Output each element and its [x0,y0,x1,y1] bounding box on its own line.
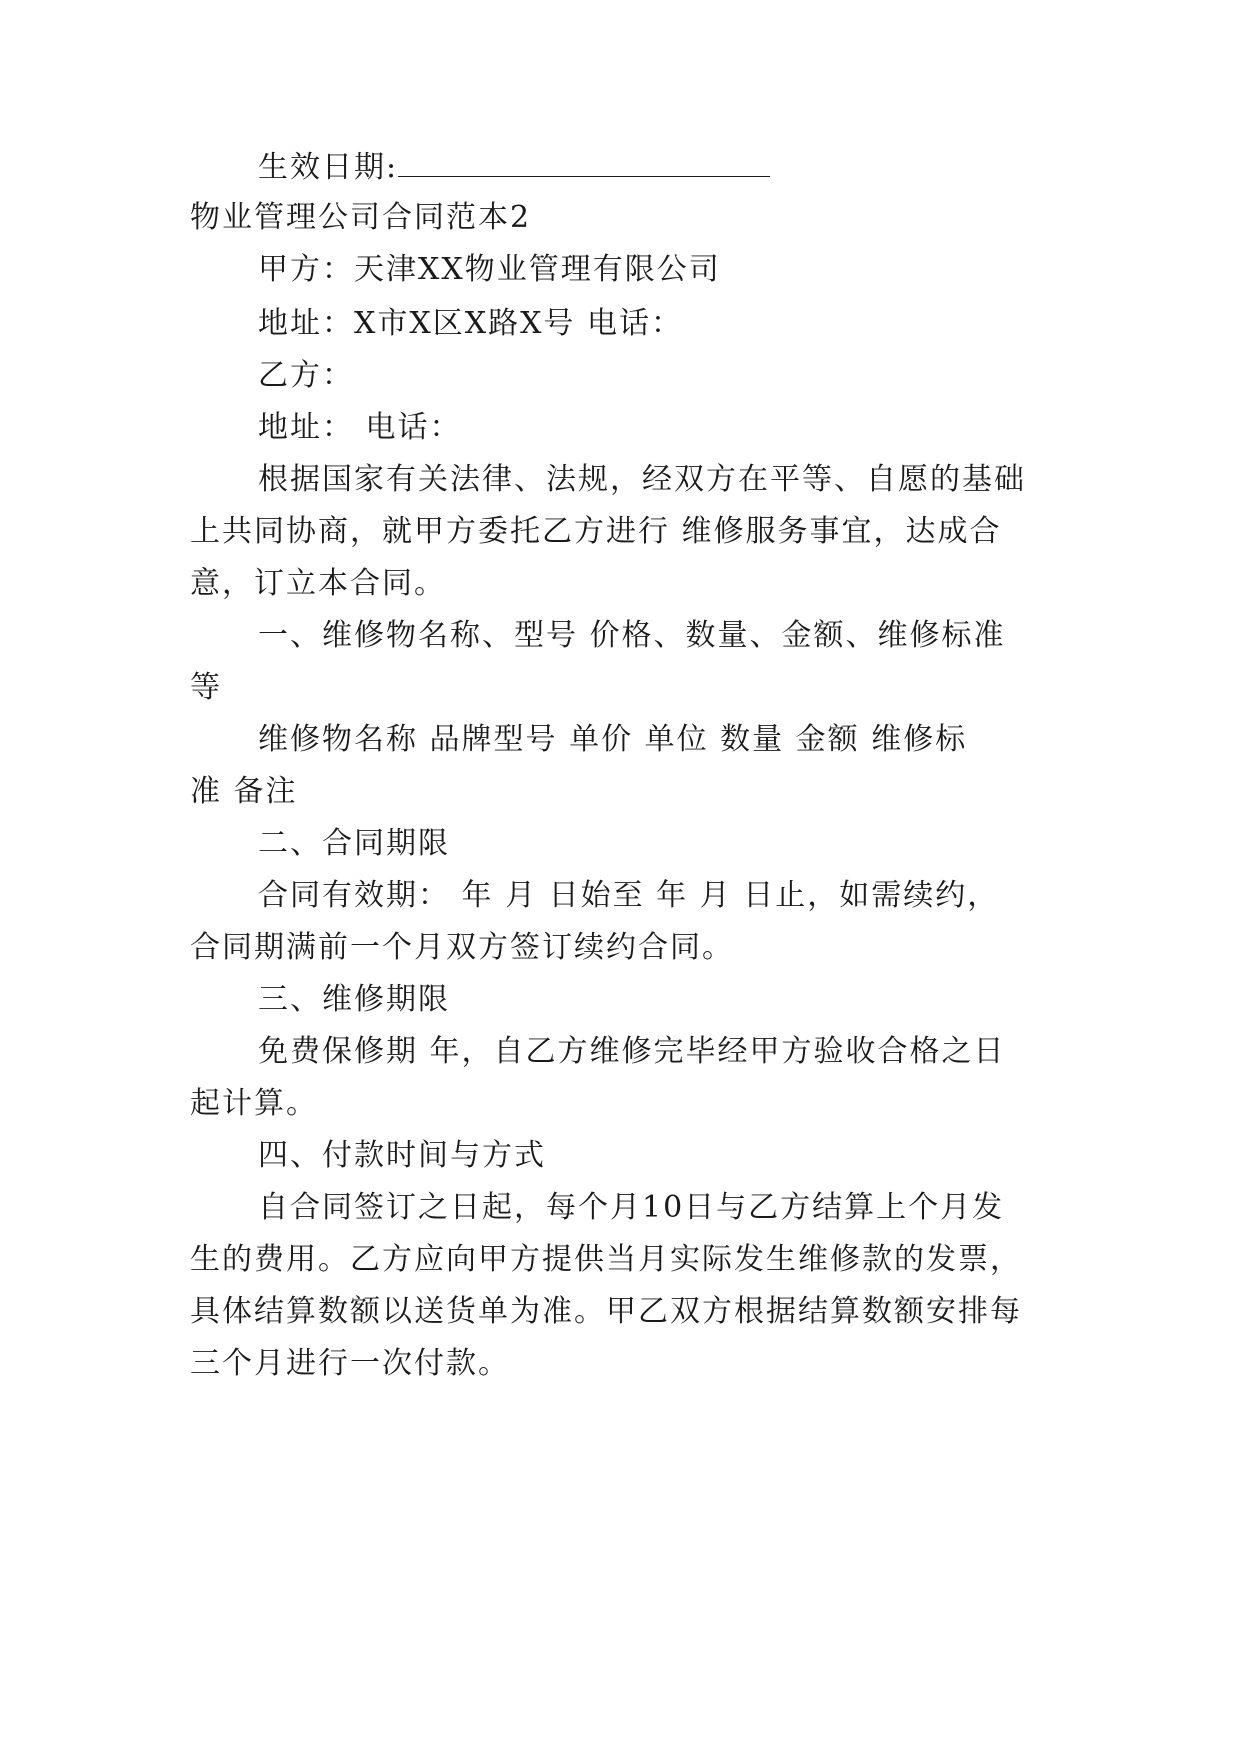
effective-date-label: 生效日期: [258,150,399,185]
section1-columns-cont: 准 备注 [190,774,298,809]
section1-title: 一、维修物名称、型号 价格、数量、金额、维修标准 [258,618,1006,653]
section4-body-line: 具体结算数额以送货单为准。甲乙双方根据结算数额安排每 [190,1294,1022,1329]
section4-body-line: 生的费用。乙方应向甲方提供当月实际发生维修款的发票， [190,1242,1022,1277]
effective-date-line [258,148,1241,188]
section2-title: 二、合同期限 [258,826,450,861]
contract-title: 物业管理公司合同范本2 [190,200,532,235]
party-a-address: 地址：X市X区X路X号 电话： [258,306,683,341]
party-b-address: 地址： 电话： [258,410,462,445]
section1-title-cont: 等 [190,670,222,705]
section2-body-line: 合同有效期： 年 月 日始至 年 月 日止，如需续约， [258,878,1000,913]
preamble-line: 上共同协商，就甲方委托乙方进行 维修服务事宜，达成合 [190,514,1002,549]
section4-body-line: 三个月进行一次付款。 [190,1346,510,1381]
section2-body-line: 合同期满前一个月双方签订续约合同。 [190,930,734,965]
preamble-line: 根据国家有关法律、法规，经双方在平等、自愿的基础 [258,462,1026,497]
section3-body-line: 免费保修期 年，自乙方维修完毕经甲方验收合格之日 [258,1034,1006,1069]
effective-date-blank [398,150,770,177]
section3-title: 三、维修期限 [258,982,450,1017]
party-a: 甲方：天津XX物业管理有限公司 [258,252,721,287]
section1-columns: 维修物名称 品牌型号 单价 单位 数量 金额 维修标 [258,722,968,757]
preamble-line: 意，订立本合同。 [190,566,446,601]
section3-body-line: 起计算。 [190,1086,318,1121]
section4-title: 四、付款时间与方式 [258,1138,546,1173]
section4-body-line: 自合同签订之日起，每个月10日与乙方结算上个月发 [258,1190,1005,1225]
party-b: 乙方： [258,358,354,393]
